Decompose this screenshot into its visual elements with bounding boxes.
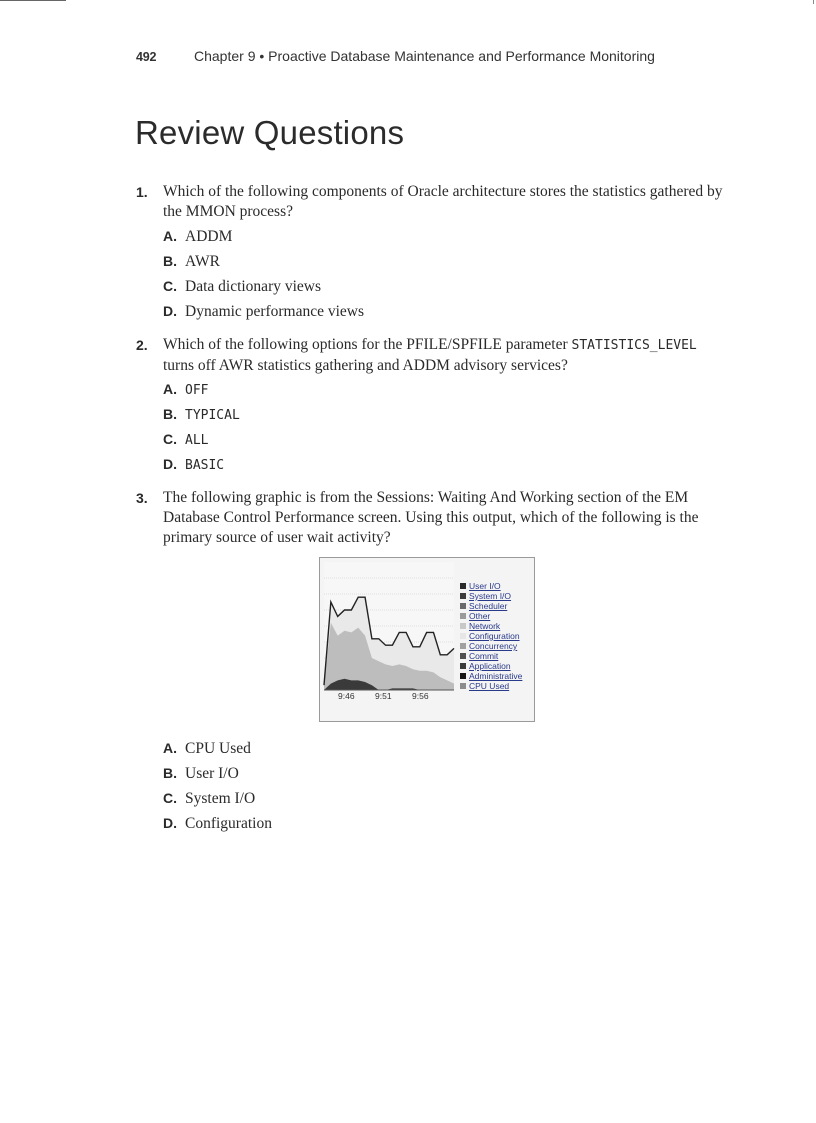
chart-legend [460,581,530,691]
legend-swatch [460,633,466,639]
legend-item[interactable] [460,651,530,661]
legend-item[interactable] [460,661,530,671]
question-2: 2. Which of the following options for the PFILE/SPFILE parameter STATISTICS_LEVEL turns off AWR statistics gathering and ADDM advisory services? [136,336,697,374]
question-number: 1. [136,184,148,200]
legend-label: CPU Used [469,681,510,691]
legend-label: User I/O [469,581,501,591]
legend-swatch [460,613,466,619]
q1-option-a: A. ADDM [163,228,233,245]
legend-label: Application [469,661,511,671]
sessions-chart [319,557,535,722]
legend-swatch [460,653,466,659]
legend-swatch [460,593,466,599]
legend-label: Other [469,611,491,621]
legend-item[interactable] [460,641,530,651]
legend-label: Commit [469,651,499,661]
q2-option-b: B. TYPICAL [163,406,240,423]
legend-item[interactable] [460,601,530,611]
legend-swatch [460,623,466,629]
legend-label: Network [469,621,501,631]
legend-label: Configuration [469,631,520,641]
legend-item[interactable] [460,581,530,591]
question-1 [136,182,723,222]
page-number: 492 [136,50,157,64]
x-tick: 9:56 [412,691,429,701]
q3-option-d: D. Configuration [163,815,272,832]
q2-option-c: C. ALL [163,431,209,448]
section-title: Review Questions [135,114,405,151]
legend-swatch [460,673,466,679]
x-tick: 9:51 [375,691,392,701]
question-text: The following graphic is from the Sessions: Waiting And Working section of the EM Database Control Performance screen. Using this output, which of the following is the primary source of user wait activity? [163,489,699,546]
legend-swatch [460,603,466,609]
parameter-name: STATISTICS_LEVEL [571,338,697,353]
legend-item[interactable] [460,591,530,601]
question-text: Which of the following components of Oracle architecture stores the statistics gathered by the MMON process? [163,183,723,220]
running-header [136,48,655,64]
legend-label: Administrative [469,671,523,681]
q3-option-a: A. CPU Used [163,740,251,757]
legend-item[interactable] [460,611,530,621]
q1-option-d: D. Dynamic performance views [163,303,365,320]
q1-option-b: B. AWR [163,253,220,270]
legend-swatch [460,683,466,689]
running-title: Chapter 9 • Proactive Database Maintenance and Performance Monitoring [194,48,655,64]
x-tick: 9:46 [338,691,355,701]
question-3 [136,488,723,548]
legend-item[interactable] [460,621,530,631]
legend-label: Concurrency [469,641,518,651]
legend-label: System I/O [469,591,512,601]
q2-option-d: D. BASIC [163,456,225,473]
corner-mark [813,0,814,4]
legend-label: Scheduler [469,601,508,611]
legend-item[interactable] [460,681,530,691]
legend-swatch [460,583,466,589]
legend-item[interactable] [460,671,530,681]
question-number: 2. [136,337,148,353]
q1-option-c: C. Data dictionary views [163,278,322,295]
q2-option-a: A. OFF [163,381,209,398]
top-rule [0,0,66,1]
question-number: 3. [136,490,148,506]
legend-item[interactable] [460,631,530,641]
q3-option-b: B. User I/O [163,765,239,782]
legend-swatch [460,643,466,649]
q3-option-c: C. System I/O [163,790,256,807]
legend-swatch [460,663,466,669]
